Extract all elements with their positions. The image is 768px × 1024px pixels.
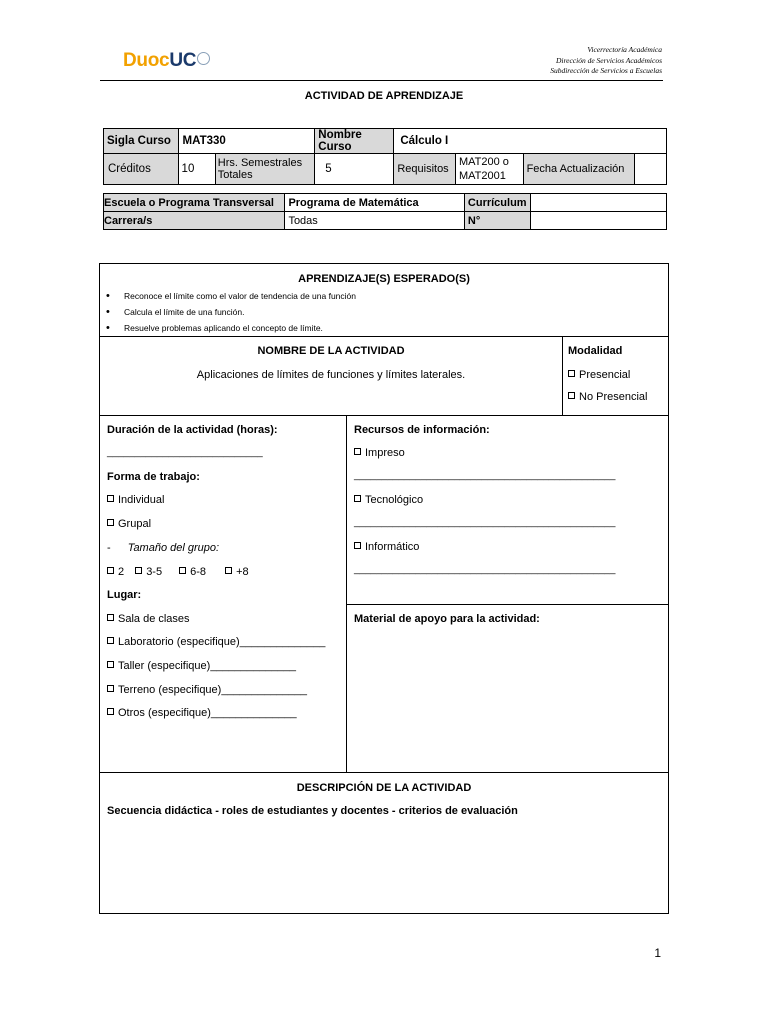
lugar-option[interactable]: [107, 613, 190, 625]
list-item: • Resuelve problemas aplicando el concepto de límite.: [100, 320, 668, 336]
forma-grupal-option[interactable]: [107, 518, 151, 530]
checkbox-icon[interactable]: [135, 567, 142, 574]
curriculum-label: Currículum: [464, 194, 530, 212]
option-label: No Presencial: [579, 391, 648, 403]
modalidad-presencial-option[interactable]: [568, 369, 630, 381]
option-label: Grupal: [118, 518, 152, 530]
requisitos-value: [455, 154, 523, 185]
numero-label: N°: [464, 212, 530, 230]
tamano-label-text: Tamaño del grupo:: [127, 542, 220, 554]
checkbox-icon[interactable]: [568, 392, 575, 399]
option-label: Taller (especifique)______________: [118, 660, 296, 672]
divider: [346, 604, 668, 605]
checkbox-icon[interactable]: [107, 519, 114, 526]
checkbox-icon[interactable]: [354, 448, 361, 455]
divider: [562, 336, 563, 415]
lugar-option[interactable]: [107, 684, 307, 696]
escuela-value: Programa de Matemática: [285, 194, 464, 212]
fecha-value: [634, 154, 666, 185]
tamano-option[interactable]: [225, 566, 249, 578]
curriculum-value: [530, 194, 666, 212]
tamano-option[interactable]: [107, 566, 124, 578]
divider: [346, 415, 347, 772]
recursos-impreso-option[interactable]: [354, 447, 405, 459]
institution-header: [550, 45, 662, 77]
descripcion-title: DESCRIPCIÓN DE LA ACTIVIDAD: [296, 782, 472, 794]
hrs-value: 5: [315, 154, 394, 185]
option-label: 3-5: [146, 566, 163, 578]
duracion-field[interactable]: ____________________________: [107, 447, 263, 458]
descripcion-subtitle: Secuencia didáctica - roles de estudiantes y docentes - criterios de evaluación: [107, 805, 518, 817]
requisitos-line-1: MAT200 o: [458, 156, 509, 168]
recursos-tecnologico-field[interactable]: _______________________________________________: [354, 517, 616, 528]
requisitos-line-2: MAT2001: [458, 170, 506, 182]
divider: [100, 336, 668, 337]
lugar-label: Lugar:: [107, 589, 142, 601]
recursos-informatico-option[interactable]: [354, 541, 419, 553]
checkbox-icon[interactable]: [107, 637, 114, 644]
tamano-option[interactable]: [135, 566, 162, 578]
checkbox-icon[interactable]: [107, 661, 114, 668]
tamano-options: [107, 566, 249, 578]
option-label: Laboratorio (especifique)______________: [118, 636, 326, 648]
checkbox-icon[interactable]: [107, 495, 114, 502]
checkbox-icon[interactable]: [179, 567, 186, 574]
dash: -: [107, 542, 111, 554]
option-label: Presencial: [579, 369, 631, 381]
nombre-curso-label-text: Nombre Curso: [318, 129, 362, 153]
nombre-curso-value: Cálculo I: [394, 129, 667, 154]
divider: [100, 415, 668, 416]
creditos-label: Créditos: [104, 154, 179, 185]
carrera-label: Carrera/s: [104, 212, 285, 230]
header-divider: [100, 80, 663, 81]
recursos-label: Recursos de información:: [354, 424, 490, 436]
escuela-label: Escuela o Programa Transversal: [104, 194, 285, 212]
checkbox-icon[interactable]: [107, 614, 114, 621]
fecha-label: Fecha Actualización: [523, 154, 634, 185]
material-apoyo-label: Material de apoyo para la actividad:: [354, 613, 540, 625]
header-line: Subdirección de Servicios a Escuelas: [550, 66, 662, 75]
recursos-informatico-field[interactable]: _______________________________________________: [354, 564, 616, 575]
logo-text-duoc: Duoc: [123, 50, 170, 71]
header-line: Dirección de Servicios Académicos: [555, 55, 662, 65]
recursos-tecnologico-option[interactable]: [354, 494, 423, 506]
actividad-title: NOMBRE DE LA ACTIVIDAD: [257, 345, 405, 357]
duracion-label: Duración de la actividad (horas):: [107, 424, 278, 436]
option-label: +8: [236, 566, 249, 578]
activity-form: [99, 263, 669, 914]
modalidad-label: Modalidad: [568, 345, 623, 357]
course-table: [103, 128, 667, 185]
numero-value: [530, 212, 666, 230]
recursos-impreso-field[interactable]: _______________________________________________: [354, 470, 616, 481]
option-label: Sala de clases: [118, 613, 190, 625]
lugar-option[interactable]: [107, 636, 325, 648]
checkbox-icon[interactable]: [225, 567, 232, 574]
list-item: • Calcula el límite de una función.: [100, 304, 668, 320]
tamano-option[interactable]: [179, 566, 206, 578]
forma-individual-option[interactable]: [107, 494, 164, 506]
nombre-curso-label: [315, 129, 394, 154]
option-label: 6-8: [190, 566, 207, 578]
logo-text-uc: UC: [169, 50, 197, 71]
option-label: Informático: [365, 541, 420, 553]
document-title: ACTIVIDAD DE APRENDIZAJE: [304, 90, 464, 102]
option-label: Tecnológico: [365, 494, 424, 506]
aprendizajes-section: [100, 264, 668, 336]
duoc-uc-logo: [123, 50, 210, 72]
actividad-name: Aplicaciones de límites de funciones y límites laterales.: [196, 369, 466, 381]
forma-trabajo-label: Forma de trabajo:: [107, 471, 200, 483]
creditos-value: 10: [178, 154, 215, 185]
checkbox-icon[interactable]: [568, 370, 575, 377]
checkbox-icon[interactable]: [107, 708, 114, 715]
checkbox-icon[interactable]: [107, 567, 114, 574]
list-item: • Reconoce el límite como el valor de tendencia de una función: [100, 288, 668, 304]
hrs-label: Hrs. Semestrales Totales: [215, 154, 315, 185]
sigla-value: MAT330: [178, 129, 315, 154]
aprendizajes-list: [100, 288, 668, 336]
tamano-grupo-label: [107, 542, 219, 554]
sigla-label: Sigla Curso: [104, 129, 179, 154]
header-line: Vicerrectoría Académica: [587, 45, 662, 54]
aprendizajes-title: APRENDIZAJE(S) ESPERADO(S): [298, 273, 470, 285]
checkbox-icon[interactable]: [354, 542, 361, 549]
modalidad-no-presencial-option[interactable]: [568, 391, 647, 403]
lugar-option[interactable]: [107, 707, 297, 719]
option-label: Otros (especifique)______________: [118, 707, 297, 719]
option-label: Individual: [118, 494, 165, 506]
checkbox-icon[interactable]: [107, 685, 114, 692]
checkbox-icon[interactable]: [354, 495, 361, 502]
seal-icon: [197, 52, 210, 65]
lugar-option[interactable]: [107, 660, 296, 672]
page-number: 1: [654, 946, 661, 960]
option-label: Terreno (especifique)______________: [118, 684, 307, 696]
program-table: [103, 193, 667, 230]
carrera-value: Todas: [285, 212, 464, 230]
option-label: 2: [118, 566, 125, 578]
option-label: Impreso: [365, 447, 405, 459]
requisitos-label: Requisitos: [394, 154, 456, 185]
divider: [100, 772, 668, 773]
